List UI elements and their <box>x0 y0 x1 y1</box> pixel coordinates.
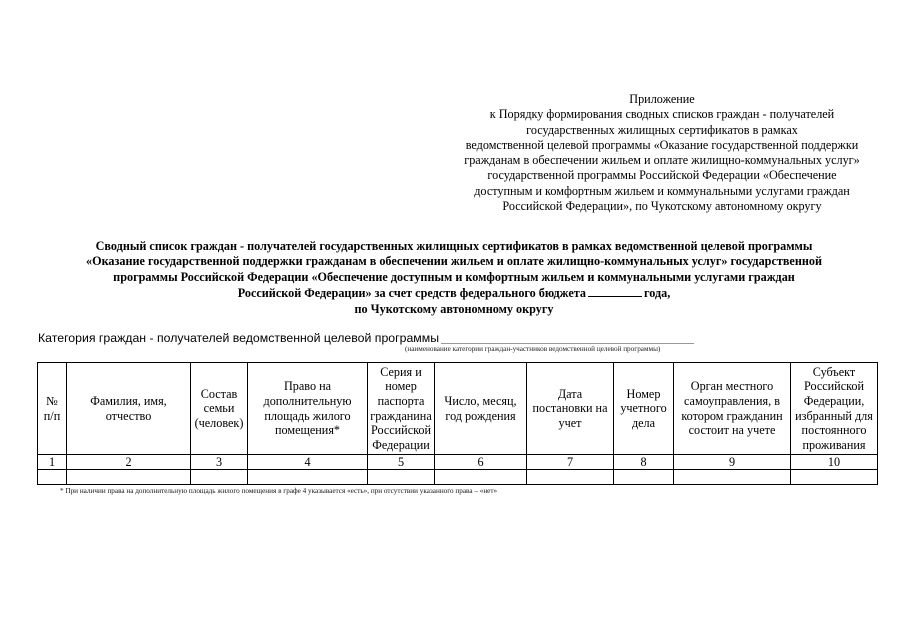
category-blank-field[interactable] <box>441 343 694 344</box>
column-number: 7 <box>527 455 614 470</box>
appendix-block <box>440 92 884 214</box>
column-header: Состав семьи (человек) <box>191 363 248 455</box>
column-number: 9 <box>674 455 791 470</box>
table-cell[interactable] <box>67 470 191 485</box>
column-header: Фамилия, имя, отчество <box>67 363 191 455</box>
table-cell[interactable] <box>191 470 248 485</box>
table-cell[interactable] <box>368 470 435 485</box>
appendix-line: доступным и комфортным жильем и коммунальными услугами граждан <box>474 183 850 198</box>
appendix-line: ведомственной целевой программы «Оказание государственной поддержки <box>465 137 859 152</box>
table-header-row <box>38 363 878 455</box>
table-cell[interactable] <box>527 470 614 485</box>
appendix-line: государственной программы Российской Федерации «Обеспечение <box>487 168 837 183</box>
title-line-year-end: года, <box>643 286 671 301</box>
title-line: программы Российской Федерации «Обеспечение доступным и комфортным жильем и коммунальными услугами граждан <box>113 269 795 284</box>
column-number: 4 <box>248 455 368 470</box>
recipients-table <box>37 362 878 485</box>
column-header: Дата постановки на учет <box>527 363 614 455</box>
appendix-line: Приложение <box>629 92 695 106</box>
table-cell[interactable] <box>674 470 791 485</box>
category-hint: (наименование категории граждан-участников ведомственной целевой программы) <box>405 345 661 353</box>
category-label: Категория граждан - получателей ведомственной целевой программы <box>38 331 440 345</box>
column-header: Номер учетного дела <box>614 363 674 455</box>
appendix-line: государственных жилищных сертификатов в рамках <box>526 122 798 137</box>
table-cell[interactable] <box>791 470 878 485</box>
table-cell[interactable] <box>248 470 368 485</box>
title-line-year-start: Российской Федерации» за счет средств федерального бюджета <box>237 286 586 301</box>
column-header: Право на дополнительную площадь жилого помещения* <box>248 363 368 455</box>
column-number: 2 <box>67 455 191 470</box>
year-blank-field[interactable] <box>588 285 642 297</box>
column-header: Серия и номер паспорта гражданина Российской Федерации <box>368 363 435 455</box>
appendix-line: к Порядку формирования сводных списков граждан - получателей <box>489 107 835 122</box>
title-line: Сводный список граждан - получателей государственных жилищных сертификатов в рамках ведомственной целевой программы <box>95 239 813 253</box>
appendix-line: Российской Федерации», по Чукотскому автономному округу <box>502 199 822 214</box>
column-header: Субъект Российской Федерации, избранный для постоянного проживания <box>791 363 878 455</box>
title-line: «Оказание государственной поддержки гражданам в обеспечении жильем и оплате жилищно-коммунальных услуг» государственной <box>86 254 822 269</box>
appendix-line: гражданам в обеспечении жильем и оплате жилищно-коммунальных услуг» <box>464 153 860 168</box>
table-cell[interactable] <box>435 470 527 485</box>
column-number: 1 <box>38 455 67 470</box>
table-row <box>38 470 878 485</box>
column-number-row <box>38 455 878 470</box>
table-cell[interactable] <box>38 470 67 485</box>
column-number: 8 <box>614 455 674 470</box>
column-header: № п/п <box>38 363 67 455</box>
table-cell[interactable] <box>614 470 674 485</box>
column-header: Орган местного самоуправления, в котором гражданин состоит на учете <box>674 363 791 455</box>
footnote: * При наличии права на дополнительную площадь жилого помещения в графе 4 указывается «есть», при отсутствии указанного права – «нет» <box>60 487 498 495</box>
title-line: по Чукотскому автономному округу <box>354 301 554 316</box>
title-line-year <box>30 285 878 301</box>
column-number: 10 <box>791 455 878 470</box>
column-number: 6 <box>435 455 527 470</box>
column-number: 5 <box>368 455 435 470</box>
column-header: Число, месяц, год рождения <box>435 363 527 455</box>
column-number: 3 <box>191 455 248 470</box>
document-title <box>30 239 878 317</box>
